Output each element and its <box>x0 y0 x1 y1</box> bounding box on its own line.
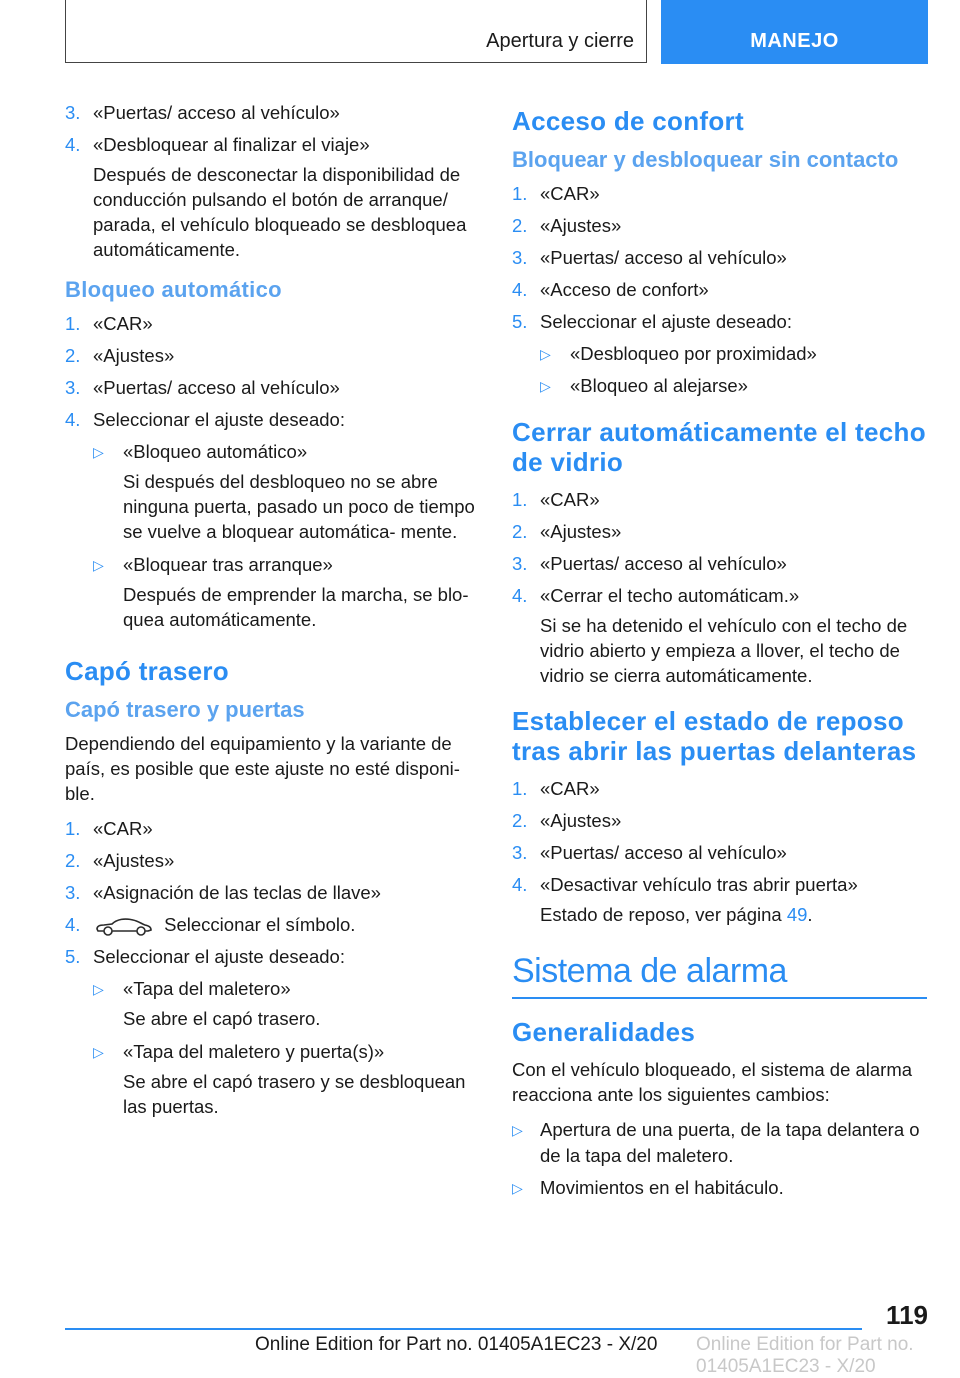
step-list <box>512 181 927 335</box>
step-number: 3. <box>512 247 528 268</box>
step-item <box>512 808 927 834</box>
step-text: «Desactivar vehículo tras abrir puerta» <box>540 874 858 895</box>
bullet-text: «Bloquear tras arranque» <box>123 554 333 575</box>
step-number: 4. <box>512 874 528 895</box>
footer-rule <box>65 1328 862 1330</box>
step-list <box>65 816 480 906</box>
step-number: 3. <box>512 842 528 863</box>
step-item <box>65 343 480 369</box>
step-number: 1. <box>512 489 528 510</box>
step-text: «CAR» <box>540 778 600 799</box>
bullet-description: Se abre el capó trasero. <box>123 1008 321 1029</box>
step-item <box>512 519 927 545</box>
heading-sistema-alarma: Sistema de alarma <box>512 952 787 990</box>
triangle-right-icon: ▷ <box>540 378 551 394</box>
triangle-right-icon: ▷ <box>540 346 551 362</box>
step-item <box>512 551 927 577</box>
bullet-item <box>65 439 480 465</box>
step-item <box>512 487 927 513</box>
step-item <box>512 872 927 898</box>
step-number: 4. <box>512 279 528 300</box>
bullet-item <box>512 341 927 367</box>
bullet-text: Apertura de una puerta, de la tapa delantera o de la tapa del maletero. <box>540 1119 920 1166</box>
step-number: 1. <box>512 183 528 204</box>
step-text: Seleccionar el ajuste deseado: <box>540 311 792 332</box>
step-item <box>512 181 927 207</box>
step-item <box>512 840 927 866</box>
page-reference-link[interactable]: 49 <box>786 904 808 925</box>
bullet-text: «Tapa del maletero» <box>123 978 291 999</box>
triangle-right-icon: ▷ <box>93 444 104 460</box>
step-item <box>65 944 480 970</box>
step-list <box>65 311 480 433</box>
step-item <box>512 245 927 271</box>
bullet-description: Se abre el capó trasero y se desbloquean las puertas. <box>123 1071 466 1117</box>
step-item <box>512 776 927 802</box>
step-description: Después de desconectar la disponibilidad de conducción pulsando el botón de arranque/ parada, el vehículo bloqueado se desbloquea automáticamente. <box>93 164 467 260</box>
watermark: Online Edition for Part no. 01405A1EC23 - X/20 <box>696 1334 914 1377</box>
step-text: «Ajustes» <box>540 215 622 236</box>
section-tab <box>65 0 647 63</box>
step-text: Seleccionar el símbolo. <box>164 914 356 935</box>
bullet-item <box>65 552 480 578</box>
step-item <box>65 816 480 842</box>
bullet-item <box>512 373 927 399</box>
reference-suffix: . <box>807 904 813 925</box>
page-number: 119 <box>886 1300 928 1330</box>
step-description: Si se ha detenido el vehículo con el techo de vidrio abierto y empieza a llover, el techo de vidrio se cierra automáticamente. <box>540 615 908 686</box>
step-text: «CAR» <box>540 489 600 510</box>
step-number: 4. <box>65 134 81 155</box>
step-number: 4. <box>65 409 81 430</box>
bullet-text: «Desbloqueo por proximidad» <box>570 343 817 364</box>
heading-generalidades: Generalidades <box>512 1017 696 1047</box>
heading-sin-contacto: Bloquear y desbloquear sin contacto <box>512 147 899 172</box>
right-column <box>512 100 927 1207</box>
step-list <box>512 487 927 609</box>
heading-acceso-confort: Acceso de confort <box>512 106 744 136</box>
step-item <box>65 132 480 158</box>
step-text: «Ajustes» <box>93 345 175 366</box>
bullet-text: «Bloqueo al alejarse» <box>570 375 748 396</box>
bullet-item <box>65 1039 480 1065</box>
step-text: «Puertas/ acceso al vehículo» <box>540 553 787 574</box>
step-text: «CAR» <box>540 183 600 204</box>
left-column <box>65 100 480 1127</box>
step-item <box>65 880 480 906</box>
paragraph: Con el vehículo bloqueado, el sistema de alarma reacciona ante los siguientes cambios: <box>512 1059 913 1105</box>
step-text: «CAR» <box>93 818 153 839</box>
step-item <box>65 407 480 433</box>
bullet-description: Si después del desbloqueo no se abre ninguna puerta, pasado un poco de tiempo se vuelve a bloquear automática- mente. <box>123 471 475 542</box>
step-number: 4. <box>512 585 528 606</box>
step-text: «Puertas/ acceso al vehículo» <box>540 247 787 268</box>
step-number: 2. <box>512 215 528 236</box>
step-number: 5. <box>65 946 81 967</box>
step-item <box>512 309 927 335</box>
step-list <box>512 776 927 898</box>
triangle-right-icon: ▷ <box>93 557 104 573</box>
step-number: 2. <box>65 345 81 366</box>
step-item <box>65 848 480 874</box>
triangle-right-icon: ▷ <box>512 1122 523 1138</box>
step-text: «Puertas/ acceso al vehículo» <box>93 377 340 398</box>
step-number: 4. <box>65 914 81 935</box>
bullet-text: «Tapa del maletero y puerta(s)» <box>123 1041 385 1062</box>
chapter-title: MANEJO <box>750 30 839 52</box>
step-number: 1. <box>65 818 81 839</box>
bullet-item <box>512 1175 927 1201</box>
heading-estado-reposo: Establecer el estado de reposo tras abrir las puertas delanteras <box>512 706 917 766</box>
step-number: 1. <box>512 778 528 799</box>
step-item <box>65 912 480 938</box>
step-text: «Cerrar el techo automáticam.» <box>540 585 800 606</box>
heading-bloqueo-automatico: Bloqueo automático <box>65 277 282 302</box>
step-text: «CAR» <box>93 313 153 334</box>
step-text: «Desbloquear al finalizar el viaje» <box>93 134 370 155</box>
triangle-right-icon: ▷ <box>93 981 104 997</box>
step-number: 3. <box>65 882 81 903</box>
step-text: «Puertas/ acceso al vehículo» <box>93 102 340 123</box>
heading-rule <box>512 997 927 999</box>
step-number: 2. <box>65 850 81 871</box>
section-title: Apertura y cierre <box>486 30 634 52</box>
step-text: Seleccionar el ajuste deseado: <box>93 409 345 430</box>
step-number: 3. <box>512 553 528 574</box>
step-number: 3. <box>65 102 81 123</box>
step-item <box>65 311 480 337</box>
step-item <box>512 213 927 239</box>
step-list <box>65 100 480 158</box>
triangle-right-icon: ▷ <box>512 1180 523 1196</box>
step-number: 2. <box>512 521 528 542</box>
step-text: «Puertas/ acceso al vehículo» <box>540 842 787 863</box>
step-item <box>512 583 927 609</box>
bullet-text: «Bloqueo automático» <box>123 441 308 462</box>
step-item <box>65 100 480 126</box>
heading-capo-trasero-puertas: Capó trasero y puertas <box>65 697 305 722</box>
heading-capo-trasero: Capó trasero <box>65 656 229 686</box>
step-text: «Ajustes» <box>93 850 175 871</box>
reference-text: Estado de reposo, ver página <box>540 904 782 925</box>
step-text: «Ajustes» <box>540 810 622 831</box>
step-text: Seleccionar el ajuste deseado: <box>93 946 345 967</box>
step-item <box>512 277 927 303</box>
bullet-item <box>65 976 480 1002</box>
heading-techo-vidrio: Cerrar automáticamente el techo de vidrio <box>512 417 926 477</box>
footer-edition: Online Edition for Part no. 01405A1EC23 - X/20 <box>255 1334 658 1355</box>
step-number: 3. <box>65 377 81 398</box>
car-icon <box>95 916 153 936</box>
step-item <box>65 375 480 401</box>
step-text: «Asignación de las teclas de llave» <box>93 882 381 903</box>
chapter-tab <box>661 0 928 64</box>
paragraph: Dependiendo del equipamiento y la variante de país, es posible que este ajuste no esté disponi- ble. <box>65 733 460 804</box>
bullet-description: Después de emprender la marcha, se blo- quea automáticamente. <box>123 584 469 630</box>
step-number: 2. <box>512 810 528 831</box>
step-text: «Acceso de confort» <box>540 279 709 300</box>
bullet-text: Movimientos en el habitáculo. <box>540 1177 784 1198</box>
step-number: 5. <box>512 311 528 332</box>
page-header <box>65 0 928 64</box>
step-number: 1. <box>65 313 81 334</box>
step-text: «Ajustes» <box>540 521 622 542</box>
triangle-right-icon: ▷ <box>93 1044 104 1060</box>
step-description <box>512 902 927 927</box>
bullet-item <box>512 1117 927 1169</box>
